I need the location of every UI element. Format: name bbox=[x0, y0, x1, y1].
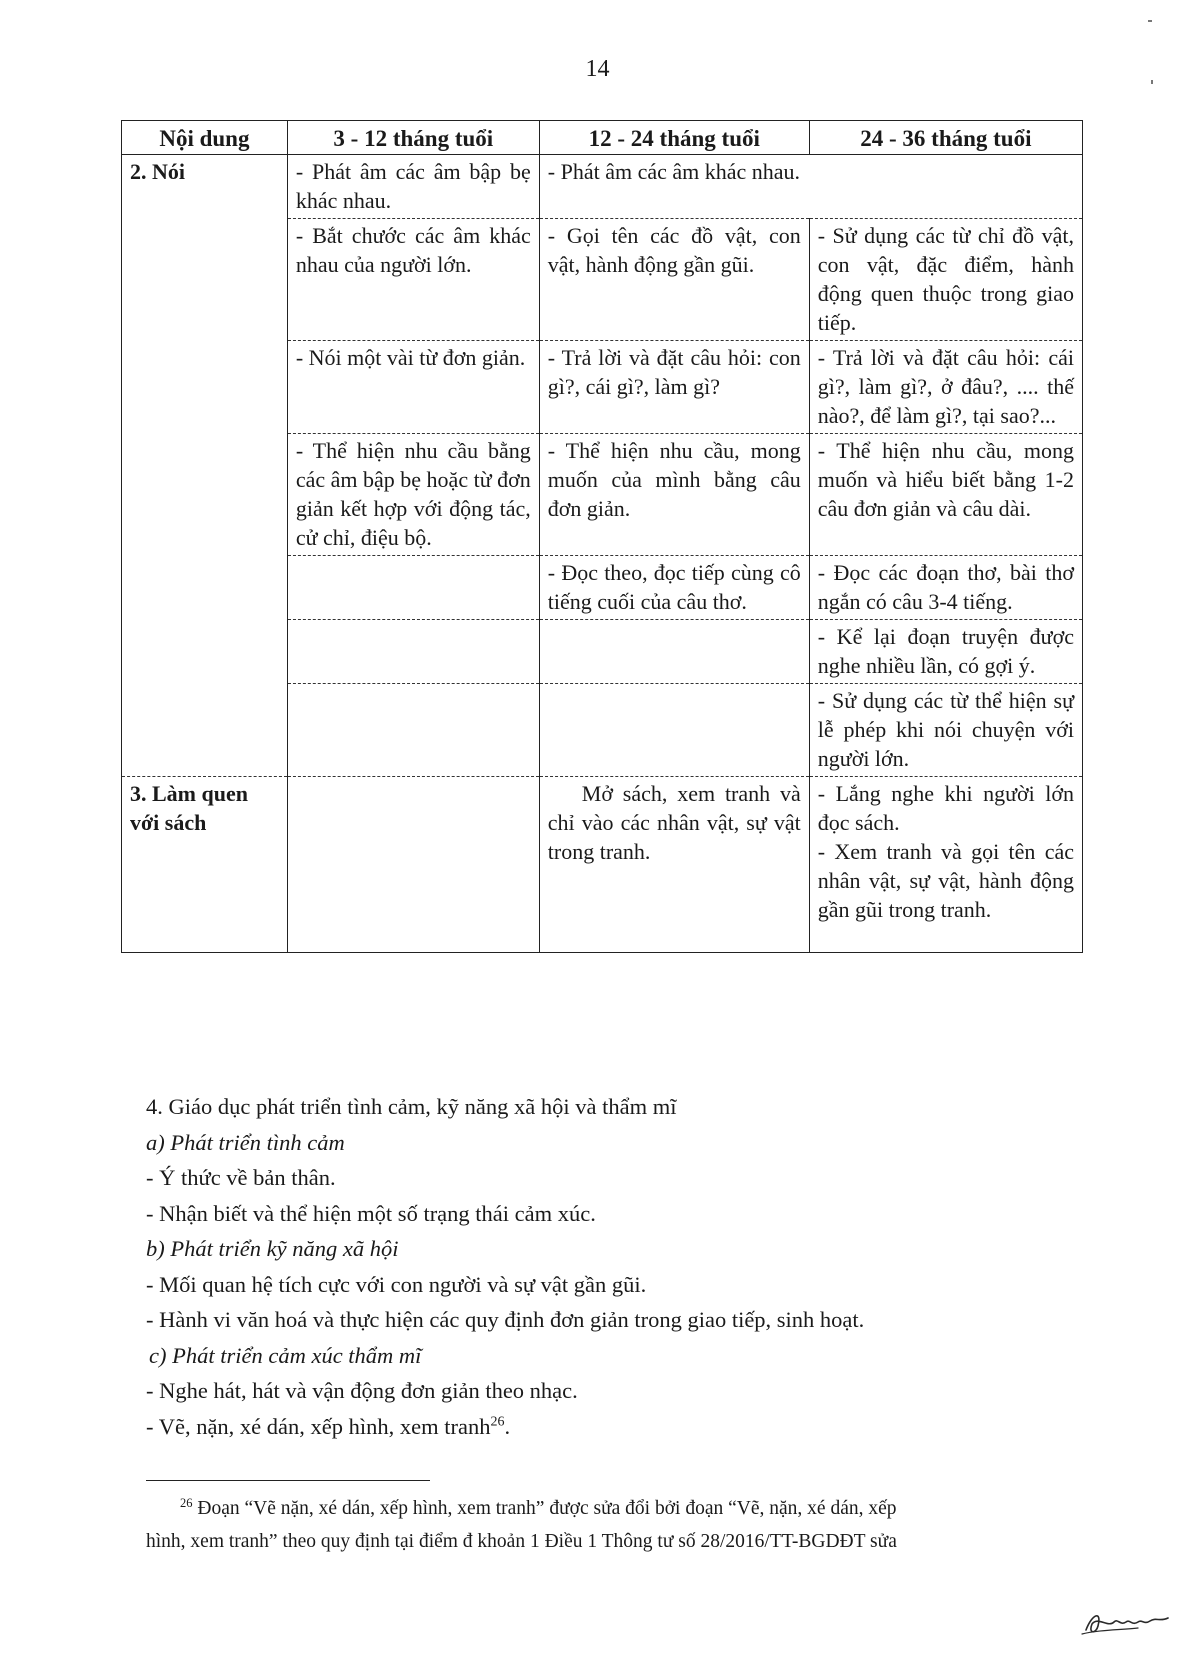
table-cell-empty bbox=[287, 684, 539, 777]
subsection-title: a) Phát triển tình cảm bbox=[146, 1129, 345, 1155]
footnote-number: 26 bbox=[180, 1496, 193, 1510]
list-item: - Hành vi văn hoá và thực hiện các quy định đơn giản trong giao tiếp, sinh hoạt. bbox=[146, 1307, 865, 1332]
header-24-36-thang: 24 - 36 tháng tuổi bbox=[809, 121, 1082, 155]
section-label-noi: 2. Nói bbox=[122, 155, 288, 777]
section-label-lam-quen-voi-sach: 3. Làm quen với sách bbox=[122, 777, 288, 953]
subsection-title: b) Phát triển kỹ năng xã hội bbox=[146, 1236, 399, 1261]
table-cell: - Thể hiện nhu cầu, mong muốn của mình bằng câu đơn giản. bbox=[539, 434, 809, 556]
table-row bbox=[122, 777, 1083, 953]
list-item: - Nghe hát, hát và vận động đơn giản theo nhạc. bbox=[146, 1378, 578, 1403]
table-cell-empty bbox=[539, 620, 809, 684]
list-item: - Ý thức về bản thân. bbox=[146, 1165, 336, 1190]
footnote bbox=[146, 1487, 1082, 1558]
table-cell: - Kể lại đoạn truyện được nghe nhiều lần, có gợi ý. bbox=[809, 620, 1082, 684]
curriculum-table bbox=[121, 120, 1083, 953]
table-cell bbox=[539, 777, 809, 953]
header-12-24-thang: 12 - 24 tháng tuổi bbox=[539, 121, 809, 155]
cell-text: - Lắng nghe khi người lớn đọc sách. bbox=[817, 781, 1074, 835]
table-row bbox=[122, 155, 1083, 219]
table-cell bbox=[809, 777, 1082, 953]
table-cell-empty bbox=[287, 556, 539, 620]
list-item bbox=[146, 1409, 1086, 1445]
table-cell: - Nói một vài từ đơn giản. bbox=[287, 341, 539, 434]
header-noi-dung: Nội dung bbox=[122, 121, 288, 155]
table-cell: - Thể hiện nhu cầu, mong muốn và hiểu biết bằng 1-2 câu đơn giản và câu dài. bbox=[809, 434, 1082, 556]
signature-icon bbox=[1078, 1600, 1178, 1640]
table-cell-empty bbox=[287, 620, 539, 684]
list-item-end: . bbox=[504, 1413, 511, 1439]
table-header-row bbox=[122, 121, 1083, 155]
table-cell: - Đọc theo, đọc tiếp cùng cô tiếng cuối của câu thơ. bbox=[539, 556, 809, 620]
footnote-line bbox=[146, 1487, 1082, 1525]
cell-text: Mở sách, xem tranh và chỉ vào các nhân vật, sự vật trong tranh. bbox=[547, 781, 801, 864]
page-number: 14 bbox=[585, 56, 610, 82]
scan-dot bbox=[1148, 20, 1152, 22]
table-cell: - Phát âm các âm khác nhau. bbox=[539, 155, 1082, 219]
footnote-divider bbox=[146, 1480, 430, 1481]
table-cell: - Phát âm các âm bập bẹ khác nhau. bbox=[287, 155, 539, 219]
table-cell: - Gọi tên các đồ vật, con vật, hành động gần gũi. bbox=[539, 219, 809, 341]
list-item: - Mối quan hệ tích cực với con người và sự vật gần gũi. bbox=[146, 1271, 647, 1297]
section-heading: 4. Giáo dục phát triển tình cảm, kỹ năng xã hội và thẩm mĩ bbox=[146, 1094, 677, 1119]
table-cell: - Đọc các đoạn thơ, bài thơ ngắn có câu 3-4 tiếng. bbox=[809, 556, 1082, 620]
table-cell: - Trả lời và đặt câu hỏi: cái gì?, làm gì?, ở đâu?, .... thế nào?, để làm gì?, tại sao?... bbox=[809, 341, 1082, 434]
scan-dot bbox=[1151, 80, 1153, 84]
subsection-title: c) Phát triển cảm xúc thẩm mĩ bbox=[149, 1342, 422, 1368]
table-cell: - Trả lời và đặt câu hỏi: con gì?, cái gì?, làm gì? bbox=[539, 341, 809, 434]
footnote-text: Đoạn “Vẽ nặn, xé dán, xếp hình, xem tranh” được sửa đổi bởi đoạn “Vẽ, nặn, xé dán, xếp bbox=[197, 1498, 897, 1519]
table-cell-empty bbox=[287, 777, 539, 953]
list-item: - Nhận biết và thể hiện một số trạng thái cảm xúc. bbox=[146, 1200, 596, 1226]
section-4-body bbox=[146, 1089, 1086, 1444]
table-cell: - Sử dụng các từ thể hiện sự lễ phép khi nói chuyện với người lớn. bbox=[809, 684, 1082, 777]
footnote-line: hình, xem tranh” theo quy định tại điểm đ khoản 1 Điều 1 Thông tư số 28/2016/TT-BGDĐT sửa bbox=[146, 1531, 897, 1552]
footnote-reference[interactable]: 26 bbox=[490, 1414, 505, 1429]
table-cell: - Sử dụng các từ chỉ đồ vật, con vật, đặc điểm, hành động quen thuộc trong giao tiếp. bbox=[809, 219, 1082, 341]
cell-text: - Xem tranh và gọi tên các nhân vật, sự vật, hành động gần gũi trong tranh. bbox=[817, 839, 1074, 922]
header-3-12-thang: 3 - 12 tháng tuổi bbox=[287, 121, 539, 155]
table-cell: - Bắt chước các âm khác nhau của người lớn. bbox=[287, 219, 539, 341]
list-item-text: - Vẽ, nặn, xé dán, xếp hình, xem tranh bbox=[146, 1413, 491, 1439]
table-cell-empty bbox=[539, 684, 809, 777]
table-cell: - Thể hiện nhu cầu bằng các âm bập bẹ hoặc từ đơn giản kết hợp với động tác, cử chỉ, điệu bộ. bbox=[287, 434, 539, 556]
